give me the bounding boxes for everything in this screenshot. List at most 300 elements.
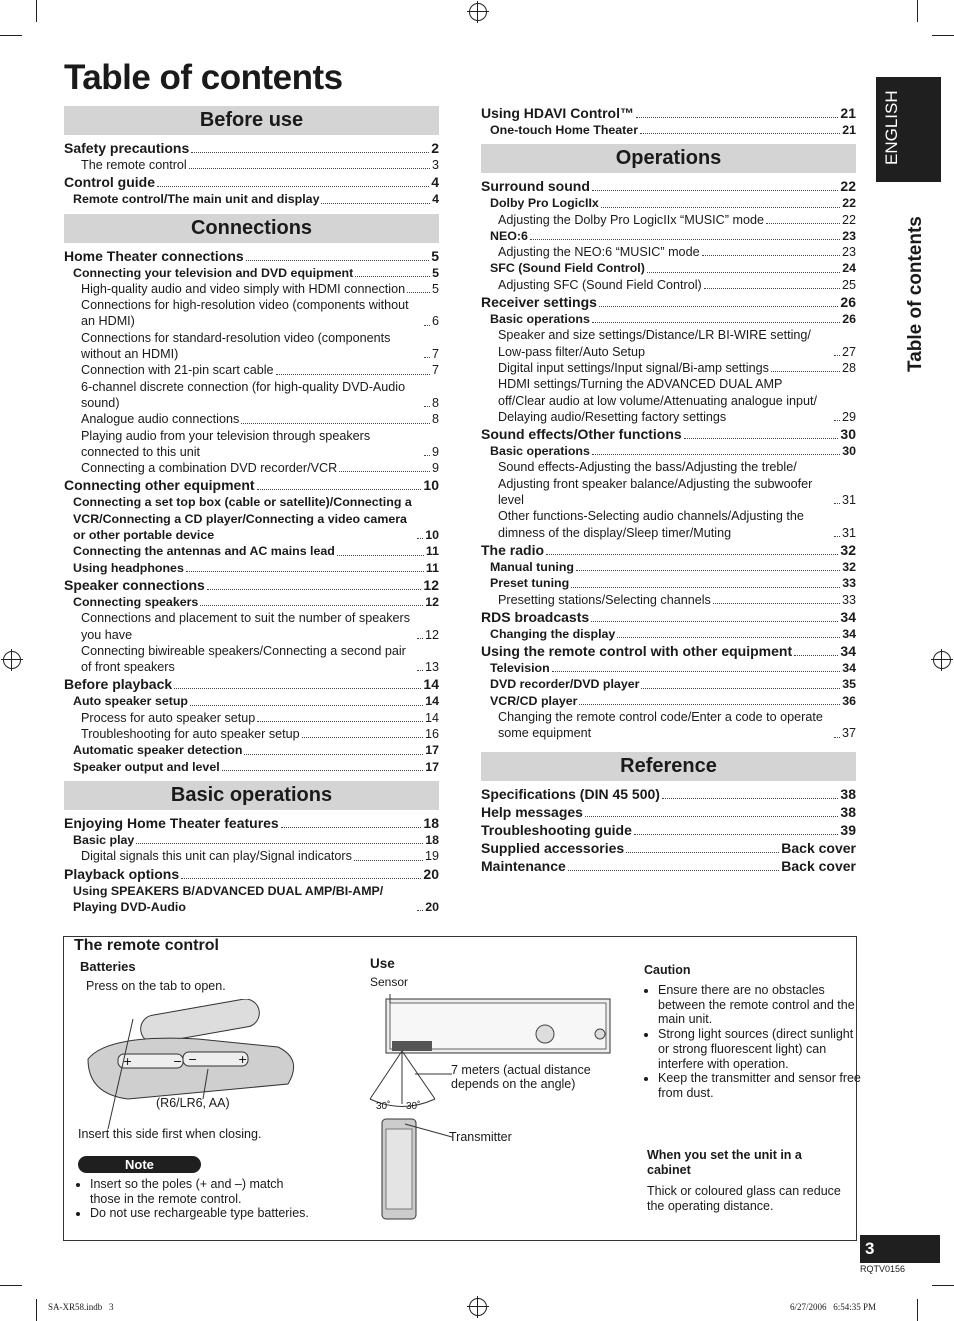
toc-entry[interactable] bbox=[64, 814, 439, 832]
toc-page-number: 22 bbox=[842, 196, 856, 211]
toc-leader-dots bbox=[189, 168, 430, 169]
toc-entry[interactable] bbox=[481, 709, 856, 742]
doc-code: RQTV0156 bbox=[860, 1264, 906, 1274]
toc-entry-title: Supplied accessories bbox=[481, 839, 625, 856]
toc-entry[interactable] bbox=[64, 362, 439, 378]
toc-leader-dots bbox=[530, 239, 840, 240]
note-item: • Insert so the poles (+ and –) match those in the remote control. bbox=[90, 1177, 315, 1206]
toc-entry[interactable] bbox=[481, 660, 856, 676]
toc-entry[interactable] bbox=[64, 832, 439, 848]
toc-leader-dots bbox=[552, 671, 841, 672]
toc-leader-dots bbox=[424, 455, 430, 456]
toc-leader-dots bbox=[592, 454, 840, 455]
toc-entry[interactable] bbox=[64, 330, 439, 363]
toc-entry[interactable] bbox=[481, 676, 856, 692]
remote-control-title: The remote control bbox=[74, 937, 219, 954]
note-item: • Do not use rechargeable type batteries. bbox=[90, 1206, 315, 1221]
toc-entry-title: Surround sound bbox=[481, 178, 590, 195]
toc-entry-title: Adjusting the Dolby Pro LogicIIx “MUSIC” mode bbox=[498, 212, 764, 227]
toc-entry[interactable] bbox=[481, 592, 856, 608]
toc-entry[interactable] bbox=[64, 476, 439, 494]
toc-entry-title: Safety precautions bbox=[64, 140, 190, 156]
toc-leader-dots bbox=[136, 843, 423, 844]
toc-leader-dots bbox=[704, 288, 840, 289]
toc-page-number: 38 bbox=[840, 803, 856, 820]
insert-side-text: Insert this side first when closing. bbox=[78, 1127, 262, 1141]
toc-entry-title: RDS broadcasts bbox=[481, 608, 590, 625]
toc-entry-title: Dolby Pro LogicIIx bbox=[490, 196, 599, 211]
toc-page-number: 19 bbox=[424, 849, 439, 864]
toc-entry[interactable] bbox=[64, 560, 439, 576]
toc-entry[interactable] bbox=[481, 260, 856, 276]
toc-page-number: 5 bbox=[431, 247, 439, 264]
toc-entry-title: Connections for high-resolution video (components without an HDMI) bbox=[81, 298, 409, 329]
toc-entry-title: Sound effects/Other functions bbox=[481, 426, 682, 443]
toc-leader-dots bbox=[591, 621, 838, 622]
crop-mark bbox=[917, 0, 918, 22]
toc-entry-title: Adjusting the NEO:6 “MUSIC” mode bbox=[498, 245, 700, 260]
toc-entry[interactable] bbox=[481, 642, 856, 660]
remote-control-panel bbox=[63, 936, 861, 1241]
toc-entry[interactable] bbox=[481, 459, 856, 508]
note-list bbox=[76, 1177, 315, 1221]
toc-entry[interactable] bbox=[481, 608, 856, 626]
toc-entry[interactable] bbox=[64, 297, 439, 330]
toc-entry[interactable] bbox=[481, 122, 856, 138]
toc-page-number: 26 bbox=[840, 294, 856, 311]
toc-page-number: 7 bbox=[431, 363, 439, 378]
footer-file: SA-XR58.indb 3 bbox=[48, 1302, 114, 1312]
section-heading-reference: Reference bbox=[481, 752, 856, 781]
toc-page-number: 34 bbox=[840, 608, 856, 625]
toc-leader-dots bbox=[174, 688, 421, 689]
toc-entry[interactable] bbox=[481, 244, 856, 260]
toc-leader-dots bbox=[592, 190, 839, 191]
svg-text:+: + bbox=[238, 1053, 248, 1066]
toc-entry[interactable] bbox=[481, 803, 856, 821]
toc-page-number: 35 bbox=[842, 677, 856, 692]
toc-entry[interactable] bbox=[64, 594, 439, 610]
toc-list bbox=[64, 139, 439, 208]
toc-page-number: 24 bbox=[842, 261, 856, 276]
toc-page-number: 36 bbox=[842, 693, 856, 708]
toc-entry-title: Troubleshooting for auto speaker setup bbox=[81, 727, 300, 742]
toc-entry-title: The remote control bbox=[81, 158, 187, 172]
toc-leader-dots bbox=[276, 374, 430, 375]
toc-leader-dots bbox=[834, 503, 840, 504]
toc-entry-title: Basic operations bbox=[490, 312, 590, 327]
toc-entry-title: Connections for standard-resolution video (components without an HDMI) bbox=[81, 330, 391, 362]
toc-entry[interactable] bbox=[481, 360, 856, 376]
toc-leader-dots bbox=[241, 423, 430, 424]
sensor-label: Sensor bbox=[370, 975, 409, 989]
angle-right: 30˚ bbox=[406, 1101, 421, 1112]
toc-entry[interactable] bbox=[64, 576, 439, 594]
crop-mark bbox=[0, 1285, 22, 1286]
toc-entry[interactable] bbox=[481, 626, 856, 642]
toc-page-number: 23 bbox=[841, 245, 856, 260]
toc-leader-dots bbox=[246, 260, 430, 261]
toc-leader-dots bbox=[834, 737, 840, 738]
toc-page-number: 11 bbox=[425, 560, 439, 575]
toc-list bbox=[481, 785, 856, 875]
toc-entry[interactable] bbox=[64, 643, 439, 676]
toc-page-number: 5 bbox=[431, 281, 439, 296]
toc-page-number: 5 bbox=[432, 265, 439, 280]
toc-entry[interactable] bbox=[481, 785, 856, 803]
toc-page-number: 21 bbox=[840, 105, 856, 121]
toc-leader-dots bbox=[599, 306, 838, 307]
crop-mark bbox=[917, 1299, 918, 1321]
toc-leader-dots bbox=[424, 357, 430, 358]
toc-leader-dots bbox=[339, 471, 430, 472]
toc-leader-dots bbox=[601, 207, 840, 208]
toc-list bbox=[64, 247, 439, 775]
toc-page-number: 33 bbox=[842, 576, 856, 591]
toc-entry[interactable] bbox=[481, 443, 856, 459]
toc-page-number: 23 bbox=[842, 228, 856, 243]
toc-left-column bbox=[64, 106, 439, 915]
toc-page-number: 32 bbox=[842, 559, 856, 574]
toc-leader-dots bbox=[579, 704, 840, 705]
toc-entry[interactable] bbox=[64, 675, 439, 693]
toc-leader-dots bbox=[834, 420, 840, 421]
toc-entry[interactable] bbox=[64, 710, 439, 726]
toc-entry-title: Automatic speaker detection bbox=[73, 743, 243, 758]
toc-leader-dots bbox=[186, 571, 424, 572]
angle-left: 30˚ bbox=[376, 1101, 391, 1112]
toc-entry-title: Playing audio from your television through speakers connected to this unit bbox=[81, 428, 371, 459]
toc-entry-title: Remote control/The main unit and display bbox=[73, 192, 320, 207]
cabinet-text: Thick or coloured glass can reduce the operating distance. bbox=[647, 1184, 841, 1213]
toc-page-number: 21 bbox=[842, 123, 856, 137]
toc-entry-title: Basic play bbox=[73, 832, 135, 847]
toc-entry-title: Receiver settings bbox=[481, 294, 597, 311]
toc-leader-dots bbox=[200, 605, 423, 606]
toc-leader-dots bbox=[181, 878, 421, 879]
toc-leader-dots bbox=[794, 655, 838, 656]
toc-page-number: 17 bbox=[425, 759, 439, 774]
toc-entry-title: Connecting a set top box (cable or satellite)/Connecting a VCR/Connecting a CD player/Connecting a video camera or other portable device bbox=[73, 495, 412, 543]
toc-entry-title: Connecting other equipment bbox=[64, 477, 255, 494]
registration-mark-icon bbox=[469, 1298, 487, 1316]
footer-date: 6/27/2006 6:54:35 PM bbox=[790, 1302, 877, 1312]
toc-entry[interactable] bbox=[64, 460, 439, 476]
crop-mark bbox=[36, 1299, 37, 1321]
toc-entry[interactable] bbox=[481, 212, 856, 228]
toc-entry-title: SFC (Sound Field Control) bbox=[490, 261, 645, 276]
page-title: Table of contents bbox=[64, 58, 343, 97]
toc-leader-dots bbox=[190, 705, 423, 706]
toc-list bbox=[64, 814, 439, 915]
toc-leader-dots bbox=[407, 292, 430, 293]
toc-entry-title: Connecting a combination DVD recorder/VCR bbox=[81, 461, 338, 476]
section-heading-operations: Operations bbox=[481, 144, 856, 173]
toc-entry-title: Connection with 21-pin scart cable bbox=[81, 363, 274, 378]
toc-page-number: 4 bbox=[432, 192, 439, 207]
toc-entry-title: One-touch Home Theater bbox=[490, 123, 639, 137]
toc-entry[interactable] bbox=[64, 265, 439, 281]
toc-page-number: 22 bbox=[840, 178, 856, 195]
toc-entry-title: Using headphones bbox=[73, 560, 184, 575]
toc-entry-title: Presetting stations/Selecting channels bbox=[498, 592, 711, 607]
toc-entry[interactable] bbox=[481, 425, 856, 443]
toc-entry-title: Help messages bbox=[481, 803, 583, 820]
toc-page-number: 16 bbox=[424, 727, 439, 742]
caution-item: • Keep the transmitter and sensor free from dust. bbox=[658, 1071, 866, 1100]
toc-entry[interactable] bbox=[481, 541, 856, 559]
toc-entry-title: Troubleshooting guide bbox=[481, 821, 632, 838]
toc-page-number: 30 bbox=[840, 426, 856, 443]
toc-entry[interactable] bbox=[64, 865, 439, 883]
side-section-title: Table of contents bbox=[905, 216, 926, 372]
toc-entry-title: Playback options bbox=[64, 865, 180, 882]
toc-page-number: 27 bbox=[841, 344, 856, 359]
toc-entry-title: Basic operations bbox=[490, 444, 590, 459]
toc-entry[interactable] bbox=[64, 191, 439, 207]
toc-entry-title: Changing the remote control code/Enter a code to operate some equipment bbox=[498, 710, 823, 741]
toc-leader-dots bbox=[355, 276, 430, 277]
caution-title: Caution bbox=[644, 963, 691, 977]
toc-page-number: 33 bbox=[841, 592, 856, 607]
toc-leader-dots bbox=[766, 223, 840, 224]
section-heading-before-use: Before use bbox=[64, 106, 439, 135]
toc-leader-dots bbox=[281, 827, 422, 828]
toc-leader-dots bbox=[647, 272, 840, 273]
toc-page-number: 30 bbox=[842, 444, 856, 459]
toc-entry-title: Sound effects-Adjusting the bass/Adjusting the treble/ Adjusting front speaker balance/Adjusting the subwoofer level bbox=[498, 460, 813, 508]
toc-entry-title: Using HDAVI Control™ bbox=[481, 105, 634, 121]
toc-entry[interactable] bbox=[481, 575, 856, 591]
toc-leader-dots bbox=[424, 325, 430, 326]
toc-list bbox=[481, 104, 856, 138]
toc-leader-dots bbox=[191, 152, 429, 153]
toc-entry-title: Preset tuning bbox=[490, 576, 570, 591]
toc-entry[interactable] bbox=[64, 848, 439, 864]
toc-leader-dots bbox=[354, 860, 423, 861]
toc-entry-title: Connections and placement to suit the number of speakers you have bbox=[81, 611, 411, 642]
toc-leader-dots bbox=[257, 489, 422, 490]
toc-page-number: 26 bbox=[842, 312, 856, 327]
toc-page-number: 10 bbox=[423, 477, 439, 494]
toc-leader-dots bbox=[576, 570, 840, 571]
toc-entry-title: Maintenance bbox=[481, 857, 566, 874]
toc-entry-title: Digital input settings/Input signal/Bi-amp settings bbox=[498, 360, 769, 375]
toc-entry[interactable] bbox=[64, 157, 439, 173]
toc-page-number: 22 bbox=[841, 212, 856, 227]
toc-entry-title: HDMI settings/Turning the ADVANCED DUAL AMP off/Clear audio at low volume/Attenuating analogue input/ Delaying audio/Resetting factory settings bbox=[498, 377, 818, 424]
toc-page-number: 31 bbox=[841, 525, 856, 540]
use-title: Use bbox=[370, 956, 395, 971]
crop-mark bbox=[932, 1285, 954, 1286]
svg-text:−: − bbox=[188, 1053, 198, 1066]
toc-entry[interactable] bbox=[481, 104, 856, 122]
toc-page-number: 34 bbox=[842, 661, 856, 676]
toc-page-number: Back cover bbox=[781, 839, 856, 856]
toc-entry-title: Connecting your television and DVD equipment bbox=[73, 265, 354, 280]
toc-entry-title: VCR/CD player bbox=[490, 693, 578, 708]
toc-entry-title: Manual tuning bbox=[490, 559, 574, 574]
toc-entry-title: Control guide bbox=[64, 174, 155, 191]
toc-entry[interactable] bbox=[64, 726, 439, 742]
crop-mark bbox=[0, 35, 22, 36]
toc-leader-dots bbox=[592, 322, 840, 323]
toc-entry-title: Auto speaker setup bbox=[73, 694, 188, 709]
toc-entry[interactable] bbox=[481, 821, 856, 839]
toc-page-number: 20 bbox=[423, 865, 439, 882]
toc-page-number: 13 bbox=[424, 660, 439, 675]
toc-entry[interactable] bbox=[64, 610, 439, 643]
toc-page-number: 25 bbox=[841, 277, 856, 292]
toc-leader-dots bbox=[337, 555, 424, 556]
main-unit-illustration bbox=[360, 989, 620, 1224]
toc-entry[interactable] bbox=[64, 247, 439, 265]
toc-page-number: 8 bbox=[431, 412, 439, 427]
toc-entry-title: Speaker output and level bbox=[73, 759, 220, 774]
toc-page-number: 18 bbox=[425, 832, 439, 847]
transmitter-label: Transmitter bbox=[449, 1130, 512, 1144]
toc-page-number: 38 bbox=[840, 785, 856, 802]
toc-leader-dots bbox=[617, 637, 840, 638]
caution-item: • Strong light sources (direct sunlight or strong fluorescent light) can interfere with operation. bbox=[658, 1027, 866, 1071]
toc-entry[interactable] bbox=[481, 277, 856, 293]
toc-page-number: 34 bbox=[840, 643, 856, 660]
toc-page-number: Back cover bbox=[781, 857, 856, 874]
toc-page-number: 31 bbox=[841, 493, 856, 508]
toc-leader-dots bbox=[546, 554, 838, 555]
caution-list bbox=[644, 983, 866, 1101]
page-number: 3 bbox=[865, 1239, 875, 1258]
toc-entry[interactable] bbox=[481, 195, 856, 211]
section-heading-connections: Connections bbox=[64, 214, 439, 243]
toc-page-number: 3 bbox=[431, 158, 439, 172]
registration-mark-icon bbox=[3, 651, 21, 669]
toc-entry-title: DVD recorder/DVD player bbox=[490, 677, 640, 692]
toc-leader-dots bbox=[571, 587, 840, 588]
toc-entry[interactable] bbox=[64, 379, 439, 412]
toc-leader-dots bbox=[157, 186, 429, 187]
toc-leader-dots bbox=[713, 603, 840, 604]
toc-leader-dots bbox=[424, 406, 430, 407]
toc-page-number: 7 bbox=[431, 347, 439, 362]
toc-entry[interactable] bbox=[64, 173, 439, 191]
page-number-box bbox=[860, 1235, 940, 1263]
toc-entry[interactable] bbox=[64, 494, 439, 543]
toc-page-number: 10 bbox=[425, 528, 439, 543]
toc-leader-dots bbox=[417, 538, 423, 539]
crop-mark bbox=[36, 0, 37, 22]
toc-entry-title: The radio bbox=[481, 541, 545, 558]
toc-page-number: 14 bbox=[424, 710, 439, 725]
toc-entry-title: Process for auto speaker setup bbox=[81, 710, 256, 725]
toc-entry[interactable] bbox=[481, 293, 856, 311]
toc-entry[interactable] bbox=[481, 693, 856, 709]
toc-entry[interactable] bbox=[481, 559, 856, 575]
toc-page-number: 12 bbox=[424, 627, 439, 642]
toc-entry[interactable] bbox=[481, 839, 856, 857]
toc-entry[interactable] bbox=[481, 376, 856, 425]
toc-entry-title: Other functions-Selecting audio channels/Adjusting the dimness of the display/Sleep timer/Muting bbox=[498, 509, 804, 540]
toc-entry-title: NEO:6 bbox=[490, 228, 528, 243]
toc-entry-title: Enjoying Home Theater features bbox=[64, 814, 279, 831]
svg-text:+: + bbox=[123, 1055, 133, 1068]
registration-mark-icon bbox=[933, 651, 951, 669]
toc-leader-dots bbox=[417, 638, 423, 639]
crop-mark bbox=[932, 35, 954, 36]
toc-entry[interactable] bbox=[481, 327, 856, 360]
toc-leader-dots bbox=[321, 203, 430, 204]
toc-entry[interactable] bbox=[481, 228, 856, 244]
toc-entry[interactable] bbox=[64, 759, 439, 775]
toc-entry[interactable] bbox=[481, 857, 856, 875]
toc-entry[interactable] bbox=[64, 742, 439, 758]
toc-leader-dots bbox=[640, 133, 840, 134]
toc-entry[interactable] bbox=[481, 508, 856, 541]
toc-leader-dots bbox=[417, 910, 423, 911]
toc-page-number: 20 bbox=[425, 899, 439, 914]
toc-entry-title: Speaker and size settings/Distance/LR BI-WIRE setting/ Low-pass filter/Auto Setup bbox=[498, 328, 811, 359]
toc-entry[interactable] bbox=[481, 311, 856, 327]
toc-page-number: 14 bbox=[423, 676, 439, 693]
toc-leader-dots bbox=[662, 798, 838, 799]
toc-page-number: 9 bbox=[431, 444, 439, 459]
toc-leader-dots bbox=[641, 688, 840, 689]
toc-page-number: 39 bbox=[840, 821, 856, 838]
toc-page-number: 8 bbox=[431, 395, 439, 410]
toc-page-number: 12 bbox=[425, 594, 439, 609]
toc-leader-dots bbox=[626, 852, 779, 853]
toc-page-number: 4 bbox=[431, 174, 439, 191]
toc-page-number: 17 bbox=[425, 743, 439, 758]
toc-entry-title: Using the remote control with other equipment bbox=[481, 643, 793, 660]
toc-leader-dots bbox=[257, 721, 423, 722]
toc-leader-dots bbox=[568, 870, 779, 871]
toc-page-number: 12 bbox=[423, 576, 439, 593]
toc-entry[interactable] bbox=[64, 428, 439, 461]
toc-entry[interactable] bbox=[64, 411, 439, 427]
toc-entry-title: Connecting the antennas and AC mains lead bbox=[73, 544, 335, 559]
toc-leader-dots bbox=[207, 589, 422, 590]
toc-entry-title: Before playback bbox=[64, 676, 173, 693]
toc-page-number: 29 bbox=[841, 409, 856, 424]
battery-type: (R6/LR6, AA) bbox=[156, 1096, 230, 1110]
toc-leader-dots bbox=[834, 536, 840, 537]
toc-entry[interactable] bbox=[64, 281, 439, 297]
toc-entry[interactable] bbox=[64, 883, 439, 916]
toc-leader-dots bbox=[636, 117, 838, 118]
toc-list bbox=[481, 177, 856, 741]
section-heading-basic-operations: Basic operations bbox=[64, 781, 439, 810]
toc-entry[interactable] bbox=[64, 543, 439, 559]
language-tab: ENGLISH bbox=[876, 77, 941, 182]
toc-leader-dots bbox=[684, 438, 839, 439]
toc-page-number: 37 bbox=[841, 726, 856, 741]
toc-right-column bbox=[481, 104, 856, 875]
toc-page-number: 18 bbox=[423, 814, 439, 831]
toc-page-number: 34 bbox=[842, 626, 856, 641]
toc-entry-title: Analogue audio connections bbox=[81, 412, 240, 427]
toc-page-number: 14 bbox=[425, 694, 439, 709]
toc-leader-dots bbox=[417, 670, 423, 671]
toc-entry[interactable] bbox=[64, 139, 439, 157]
toc-entry[interactable] bbox=[64, 693, 439, 709]
toc-entry-title: Using SPEAKERS B/ADVANCED DUAL AMP/BI-AMP/ Playing DVD-Audio bbox=[73, 883, 384, 914]
toc-entry-title: High-quality audio and video simply with HDMI connection bbox=[81, 281, 406, 296]
toc-entry[interactable] bbox=[481, 177, 856, 195]
cabinet-title: When you set the unit in a cabinet bbox=[647, 1148, 802, 1177]
toc-entry-title: 6-channel discrete connection (for high-quality DVD-Audio sound) bbox=[81, 379, 406, 410]
toc-page-number: 32 bbox=[840, 541, 856, 558]
